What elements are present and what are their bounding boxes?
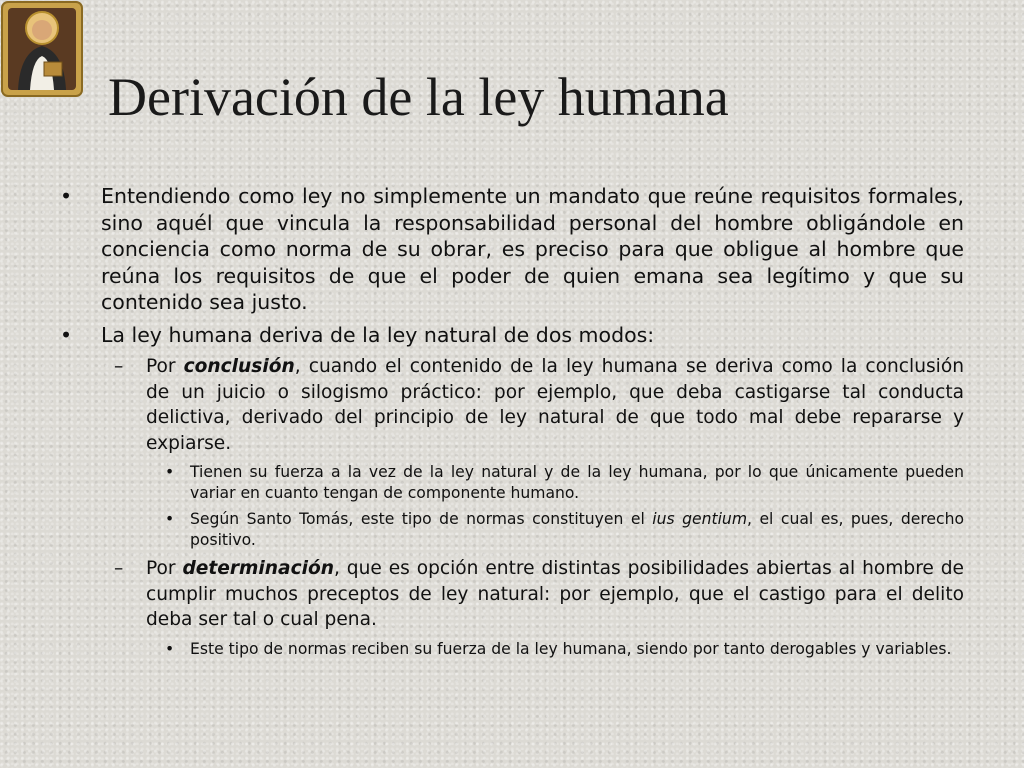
sub-sub-bullet-text: [190, 510, 964, 549]
bullet-marker: •: [165, 510, 175, 528]
text-part: , que es opción entre distintas posibilidades abiertas al hombre de cumplir muchos preceptos de ley natural: por ejemplo, que el castigo para el delito deba ser tal o cual pena.: [146, 558, 965, 630]
emphasis-term: ius gentium: [652, 510, 748, 528]
sub-bullet-text: [146, 356, 964, 454]
bullet-item: [60, 183, 964, 316]
dash-marker: –: [114, 558, 124, 579]
bullet-marker: •: [165, 639, 175, 658]
saint-portrait-icon: [0, 0, 84, 98]
sub-sub-bullet-item: [60, 639, 964, 660]
sub-sub-bullet-item: [60, 462, 964, 504]
sub-bullet-item: [60, 556, 964, 633]
sub-sub-bullet-item: [60, 509, 964, 551]
bullet-text: La ley humana deriva de la ley natural de dos modos:: [101, 322, 655, 347]
text-part: , cuando el contenido de la ley humana se deriva como la conclusión de un juicio o silogismo práctico: por ejemplo, que deba castigarse tal conducta delictiva, derivado del principio de ley natural de que todo mal debe repararse y expiarse.: [146, 356, 964, 454]
bullet-marker: •: [165, 463, 175, 481]
sub-bullet-item: [60, 354, 964, 456]
emphasis-term: conclusión: [183, 356, 295, 377]
bullet-item: [60, 322, 964, 349]
emphasis-term: determinación: [182, 558, 334, 579]
sub-sub-bullet-text: Tienen su fuerza a la vez de la ley natural y de la ley humana, por lo que únicamente pueden variar en cuanto tengan de componente humano.: [190, 463, 964, 502]
bullet-marker: •: [60, 184, 73, 208]
slide-content: [60, 183, 964, 665]
sub-sub-bullet-text: Este tipo de normas reciben su fuerza de la ley humana, siendo por tanto derogables y variables.: [190, 639, 952, 658]
text-part: Por: [146, 356, 184, 377]
text-part: , el cual es, pues, derecho positivo.: [190, 510, 964, 549]
text-part: Según Santo Tomás, este tipo de normas constituyen el: [190, 510, 653, 528]
dash-marker: –: [114, 356, 124, 377]
bullet-marker: •: [60, 322, 73, 347]
text-part: Por: [146, 558, 183, 579]
bullet-text: Entendiendo como ley no simplemente un mandato que reúne requisitos formales, sino aquél que vincula la responsabilidad personal del hombre obligándole en conciencia como norma de su obrar, es preciso para que obligue al hombre que reúna los requisitos de que el poder de quien emana sea legítimo y que su contenido sea justo.: [101, 184, 964, 314]
slide-title: Derivación de la ley humana: [108, 67, 729, 127]
sub-bullet-text: [146, 558, 964, 630]
